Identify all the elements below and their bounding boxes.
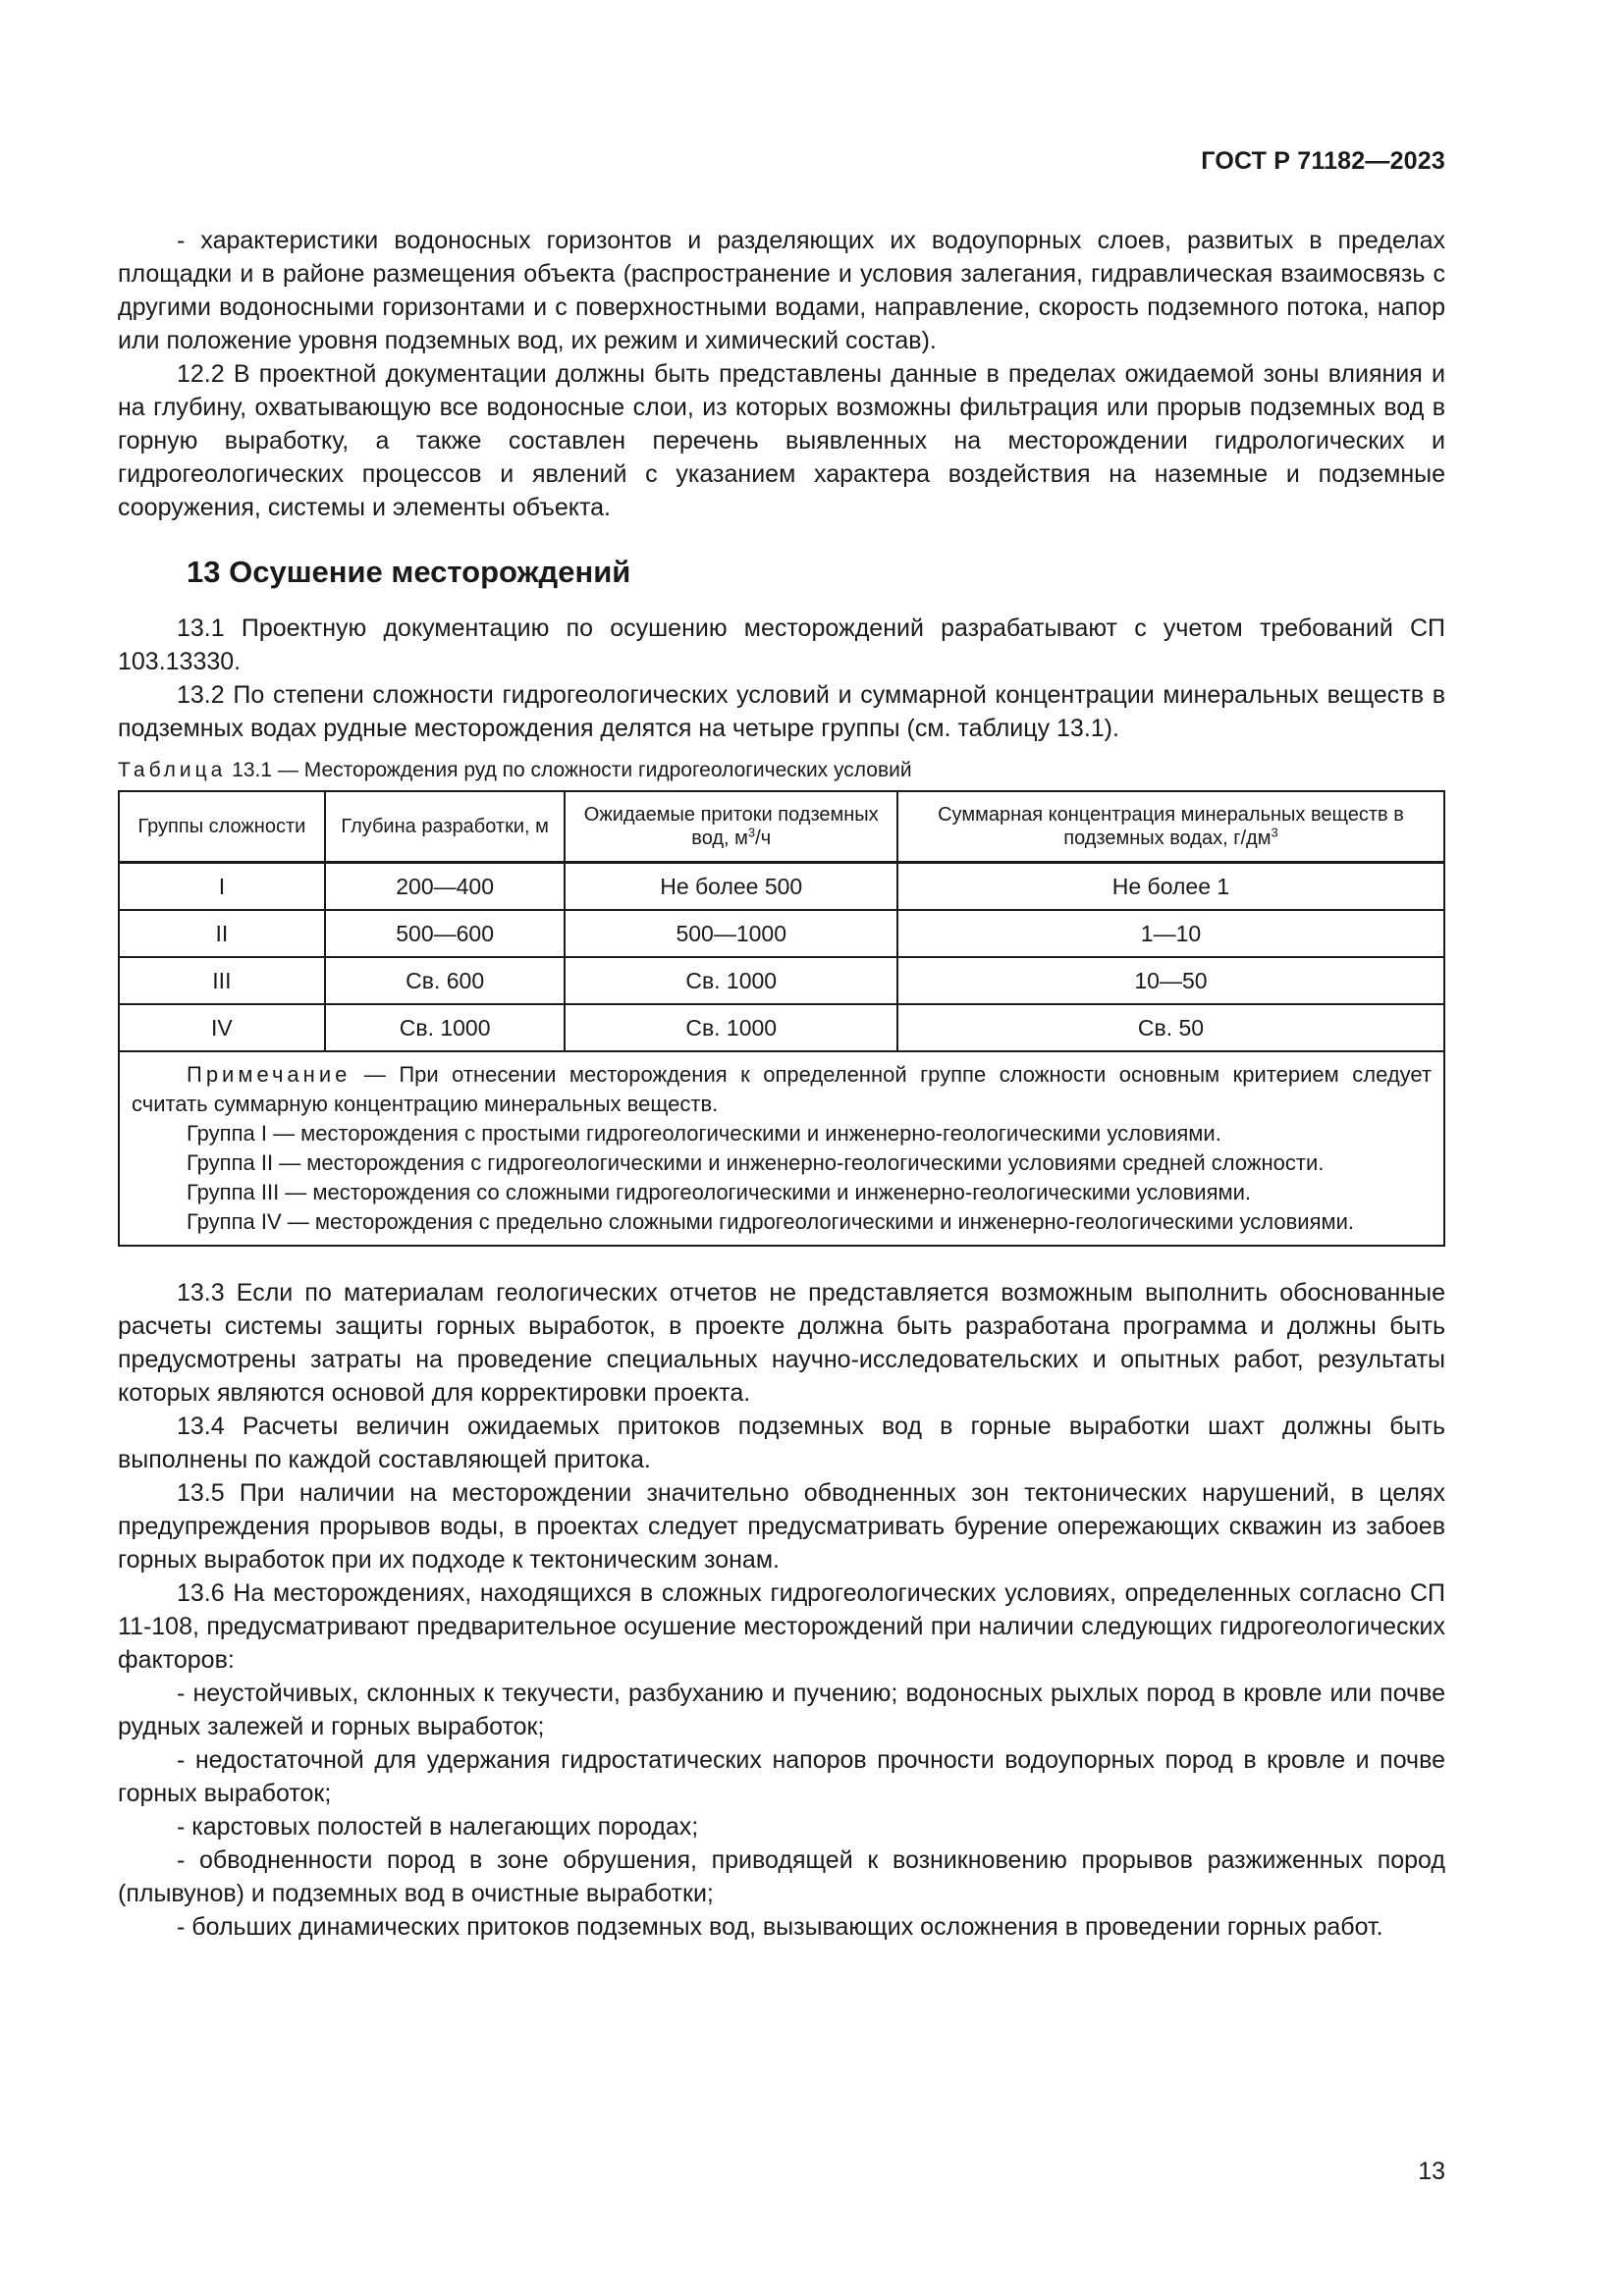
table-row <box>119 863 1444 911</box>
paragraph-13-2: 13.2 По степени сложности гидрогеологических условий и суммарной концентрации минеральных веществ в подземных водах рудные месторождения делятся на четыре группы (см. таблицу 13.1). <box>118 681 1445 742</box>
table-cell: Св. 50 <box>897 1004 1444 1051</box>
paragraph-13-1: 13.1 Проектную документацию по осушению месторождений разрабатывают с учетом требований СП 103.13330. <box>118 614 1445 675</box>
note-group-2: Группа II — месторождения с гидрогеологическими и инженерно-геологическими условиями средней сложности. <box>187 1150 1325 1175</box>
table-cell: I <box>119 863 325 911</box>
list-item: - карстовых полостей в налегающих породах; <box>177 1813 699 1841</box>
table-row <box>119 957 1444 1004</box>
list-item: - недостаточной для удержания гидростатических напоров прочности водоупорных пород в кровле и почве горных выработок; <box>118 1746 1445 1807</box>
groups-table <box>118 790 1445 1247</box>
list-item: - обводненности пород в зоне обрушения, приводящей к возникновению прорывов разжиженных пород (плывунов) и подземных вод в очистные выработки; <box>118 1846 1445 1907</box>
table-caption-text: 13.1 — Месторождения руд по сложности гидрогеологических условий <box>226 759 912 781</box>
table-note-row <box>119 1051 1444 1246</box>
page-number: 13 <box>1418 2158 1445 2185</box>
table-cell: Св. 1000 <box>565 1004 896 1051</box>
table-cell: Св. 1000 <box>325 1004 566 1051</box>
table-cell: 200—400 <box>325 863 566 911</box>
table-cell: 500—1000 <box>565 910 896 957</box>
table-cell: 500—600 <box>325 910 566 957</box>
note-group-3: Группа III — месторождения со сложными гидрогеологическими и инженерно-геологическими условиями. <box>187 1180 1252 1204</box>
paragraph-13-4: 13.4 Расчеты величин ожидаемых притоков подземных вод в горные выработки шахт должны быть выполнены по каждой составляющей притока. <box>118 1413 1445 1473</box>
table-cell: Не более 500 <box>565 863 896 911</box>
table-cell: Св. 1000 <box>565 957 896 1004</box>
table-cell: IV <box>119 1004 325 1051</box>
note-group-4: Группа IV — месторождения с предельно сложными гидрогеологическими и инженерно-геологическими условиями. <box>187 1209 1355 1234</box>
table-row <box>119 910 1444 957</box>
table-row <box>119 1004 1444 1051</box>
header-inflows: Ожидаемые притоки подземных вод, $м^3/ч$ <box>565 791 896 863</box>
table-caption-label: Таблица <box>118 759 227 781</box>
table-caption <box>118 757 1445 784</box>
note-label: Примечание <box>187 1062 352 1087</box>
header-complexity-group: Группы сложности <box>119 791 325 863</box>
paragraph-13-6: 13.6 На месторождениях, находящихся в сложных гидрогеологических условиях, определенных согласно СП 11-108, предусматривают предварительное осушение месторождений при наличии следующих гидрогеологических факторов: <box>118 1579 1445 1674</box>
section-heading: 13 Осушение месторождений <box>187 555 631 589</box>
note-group-1: Группа I — месторождения с простыми гидрогеологическими и инженерно-геологическими условиями. <box>187 1121 1221 1146</box>
table-cell: Св. 600 <box>325 957 566 1004</box>
table-cell: III <box>119 957 325 1004</box>
table-cell: 10—50 <box>897 957 1444 1004</box>
table-note <box>119 1051 1444 1246</box>
table-cell: II <box>119 910 325 957</box>
paragraph-13-5: 13.5 При наличии на месторождении значительно обводненных зон тектонических нарушений, в целях предупреждения прорывов воды, в проектах следует предусматривать бурение опережающих скважин из забоев горных выработок при их подходе к тектоническим зонам. <box>118 1479 1445 1574</box>
after-table-text <box>118 1276 1445 1944</box>
paragraph-aquifer-characteristics: - характеристики водоносных горизонтов и разделяющих их водоупорных слоев, развитых в пределах площадки и в районе размещения объекта (распространение и условия залегания, гидравлическая взаимосвязь с другими водоносными горизонтами и с поверхностными водами, направление, скорость подземного потока, напор или положение уровня подземных вод, их режим и химический состав). <box>118 227 1445 354</box>
table-header-row <box>119 791 1444 863</box>
paragraph-12-2: 12.2 В проектной документации должны быть представлены данные в пределах ожидаемой зоны влияния и на глубину, охватывающую все водоносные слои, из которых возможны фильтрация или прорыв подземных вод в горную выработку, а также составлен перечень выявленных на месторождении гидрологических и гидрогеологических процессов и явлений с указанием характера воздействия на наземные и подземные сооружения, системы и элементы объекта. <box>118 360 1445 521</box>
paragraph-13-3: 13.3 Если по материалам геологических отчетов не представляется возможным выполнить обоснованные расчеты системы защиты горных выработок, в проекте должна быть разработана программа и должны быть предусмотрены затраты на проведение специальных научно-исследовательских и опытных работ, результаты которых являются основой для корректировки проекта. <box>118 1279 1445 1407</box>
page-content <box>118 224 1445 1944</box>
table-cell: 1—10 <box>897 910 1444 957</box>
header-depth: Глубина разработки, м <box>325 791 566 863</box>
document-id: ГОСТ Р 71182—2023 <box>1201 147 1445 175</box>
list-item: - неустойчивых, склонных к текучести, разбуханию и пучению; водоносных рыхлых пород в кровле или почве рудных залежей и горных выработок; <box>118 1680 1445 1740</box>
list-item: - больших динамических притоков подземных вод, вызывающих осложнения в проведении горных работ. <box>177 1913 1383 1941</box>
table-cell: Не более 1 <box>897 863 1444 911</box>
note-first: Примечание — При отнесении месторождения к определенной группе сложности основным критерием следует считать суммарную концентрацию минеральных веществ. <box>132 1062 1432 1116</box>
header-concentration: Суммарная концентрация минеральных веществ в подземных водах, $г/дм^3$ <box>897 791 1444 863</box>
